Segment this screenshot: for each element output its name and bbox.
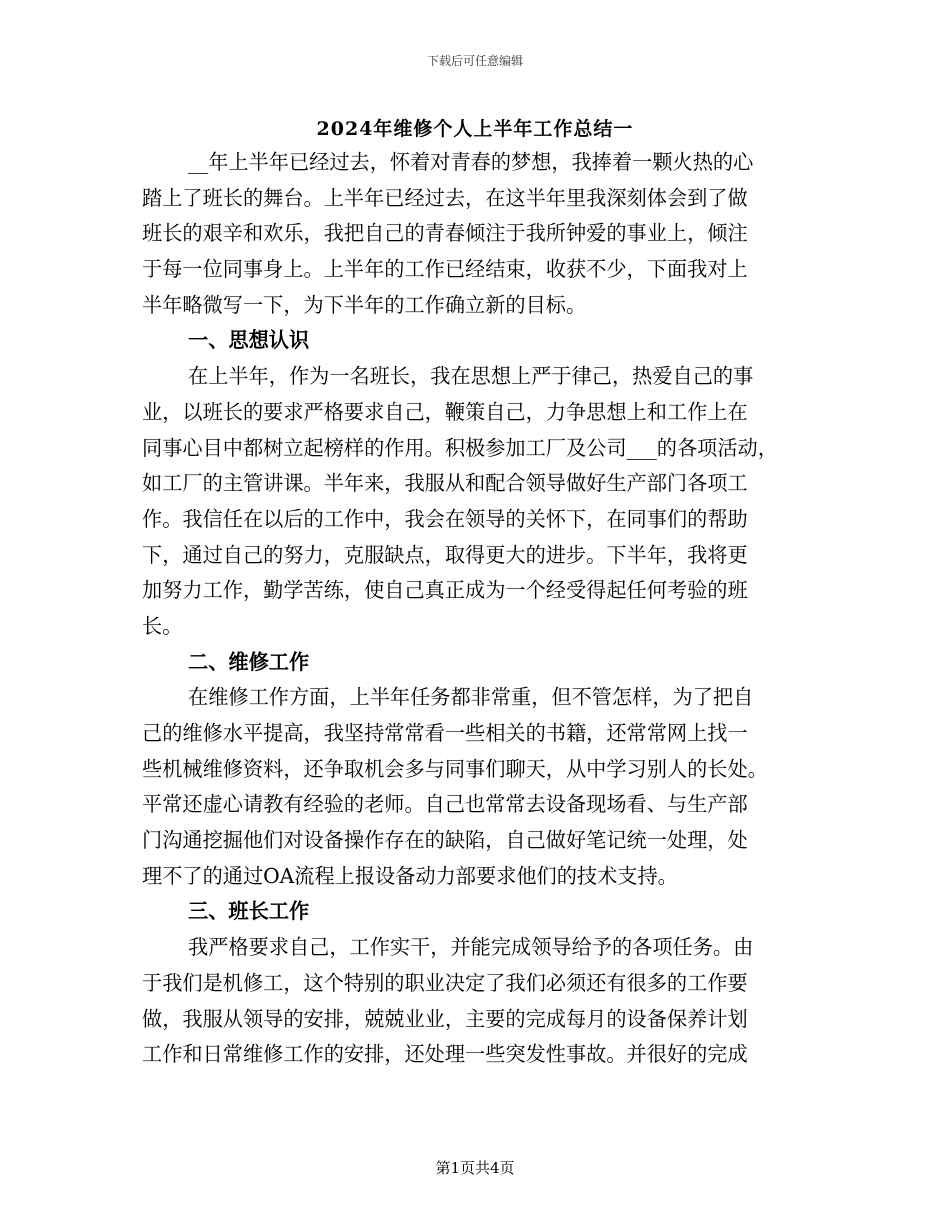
body-text-line: 平常还虚心请教有经验的老师。自己也常常去设备现场看、与生产部 <box>142 792 748 817</box>
body-text-line: 业，以班长的要求严格要求自己，鞭策自己，力争思想上和工作上在 <box>142 399 748 424</box>
body-text-line: 加努力工作，勤学苦练，使自己真正成为一个经受得起任何考验的班 <box>142 578 748 603</box>
body-text-line: 理不了的通过OA流程上报设备动力部要求他们的技术支持。 <box>142 863 678 888</box>
body-text-line: 长。 <box>142 613 183 638</box>
page-footer: 第1页共4页 <box>435 1159 515 1177</box>
body-text-line: 己的维修水平提高，我坚持常常看一些相关的书籍，还常常网上找一 <box>142 721 748 745</box>
body-text-line: 在上半年，作为一名班长，我在思想上严于律己，热爱自己的事 <box>188 364 754 389</box>
body-text-line: 做，我服从领导的安排，兢兢业业，主要的完成每月的设备保养计划 <box>142 1006 748 1031</box>
header-note: 下载后可任意编辑 <box>426 54 523 68</box>
section-heading: 二、维修工作 <box>188 649 310 674</box>
body-text-line: 半年略微写一下，为下半年的工作确立新的目标。 <box>142 292 587 317</box>
body-text-line: 在维修工作方面，上半年任务都非常重，但不管怎样，为了把自 <box>188 685 754 710</box>
body-text-line: 门沟通挖掘他们对设备操作存在的缺陷，自己做好笔记统一处理，处 <box>142 828 748 853</box>
body-text-line: 作。我信任在以后的工作中，我会在领导的关怀下，在同事们的帮助 <box>142 506 748 531</box>
body-text-line: 工作和日常维修工作的安排，还处理一些突发性事故。并很好的完成 <box>142 1042 748 1067</box>
body-text-line: 如工厂的主管讲课。半年来，我服从和配合领导做好生产部门各项工 <box>142 471 748 496</box>
body-text-line: 下，通过自己的努力，克服缺点，取得更大的进步。下半年，我将更 <box>142 542 748 567</box>
body-text-line: 同事心目中都树立起榜样的作用。积极参加工厂及公司___的各项活动， <box>142 435 778 460</box>
body-text-line: __年上半年已经过去，怀着对青春的梦想，我捧着一颗火热的心 <box>188 150 754 174</box>
body-text-line: 于我们是机修工，这个特别的职业决定了我们必须还有很多的工作要 <box>142 970 748 995</box>
document-body <box>142 145 818 1073</box>
section-heading: 三、班长工作 <box>188 899 310 924</box>
body-text-line: 我严格要求自己，工作实干，并能完成领导给予的各项任务。由 <box>188 935 754 960</box>
section-heading: 一、思想认识 <box>188 328 310 353</box>
body-text-line: 踏上了班长的舞台。上半年已经过去，在这半年里我深刻体会到了做 <box>142 185 748 210</box>
body-text-line: 班长的艰辛和欢乐，我把自己的青春倾注于我所钟爱的事业上，倾注 <box>142 221 748 246</box>
body-text-line: 于每一位同事身上。上半年的工作已经结束，收获不少，下面我对上 <box>142 257 748 282</box>
document-title: 2024年维修个人上半年工作总结一 <box>316 118 634 140</box>
body-text-line: 些机械维修资料，还争取机会多与同事们聊天，从中学习别人的长处。 <box>142 756 768 781</box>
